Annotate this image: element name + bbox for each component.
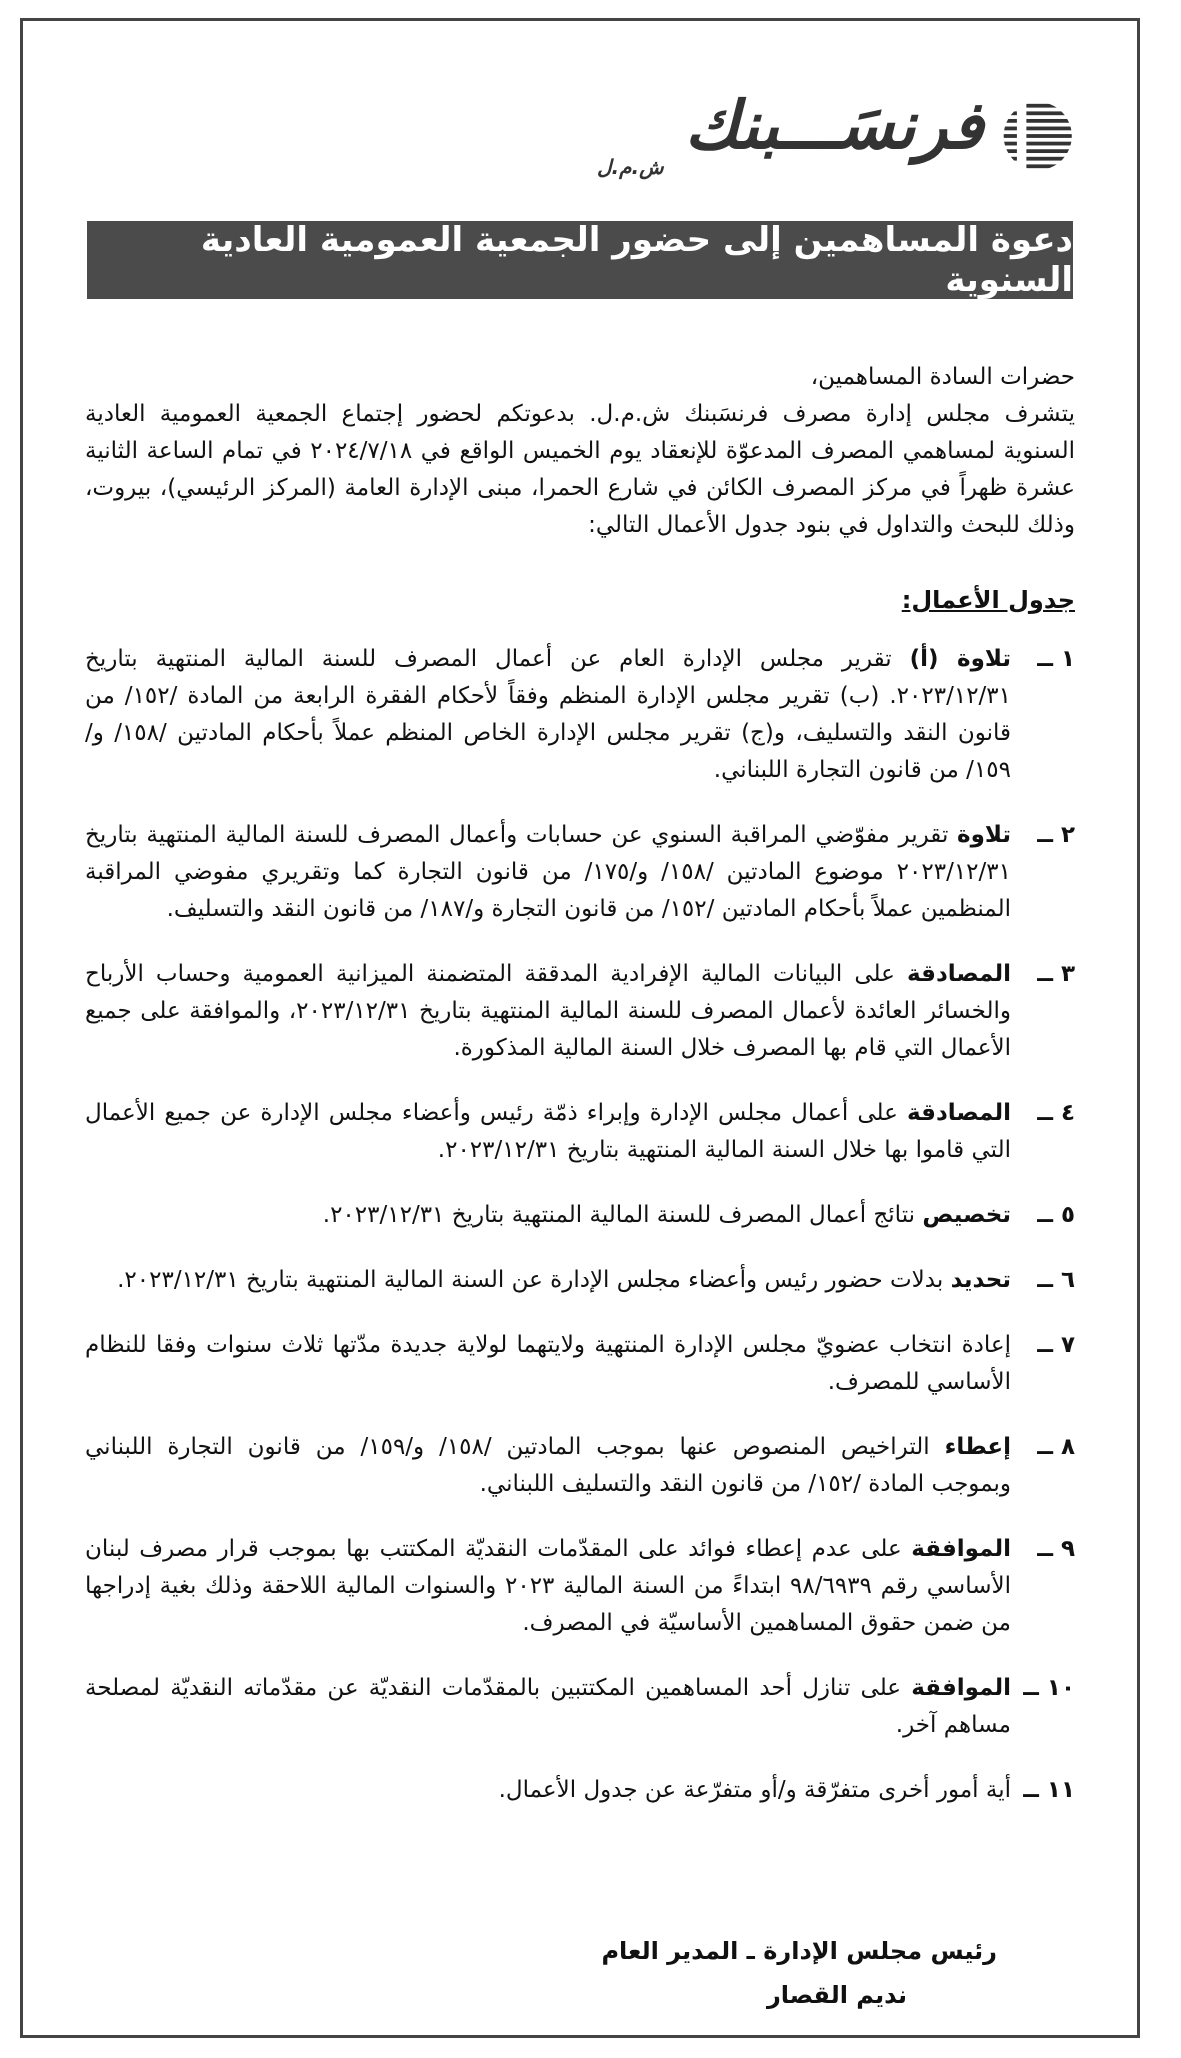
agenda-item-lead: تحديد	[950, 1267, 1011, 1293]
agenda-item	[85, 1197, 1075, 1234]
agenda-heading: جدول الأعمال:	[901, 586, 1075, 614]
agenda-item	[85, 641, 1075, 789]
signatory-name: نديم القصار	[766, 1981, 907, 2009]
agenda-item	[85, 956, 1075, 1067]
agenda-item-text	[85, 1670, 1011, 1744]
salutation: حضرات السادة المساهمين،	[810, 364, 1075, 390]
agenda-item-body: تقرير مجلس الإدارة العام عن أعمال المصرف للسنة المالية المنتهية بتاريخ ٢٠٢٣/١٢/٣١. (ب) تقرير مجلس الإدارة المنظم وفقاً لأحكام الفقرة الرابعة من المادة /١٥٢/ من قانون النقد والتسليف، و(ج) تقرير مجلس الإدارة الخاص المنظم عملاً بأحكام المادتين /١٥٨/ و/١٥٩/ من قانون التجارة اللبناني.	[85, 646, 1011, 783]
agenda-item	[85, 817, 1075, 928]
agenda-item-lead: تلاوة (أ)	[909, 646, 1012, 672]
agenda-item-body: تقرير مفوّضي المراقبة السنوي عن حسابات وأعمال المصرف للسنة المالية المنتهية بتاريخ ٢٠٢٣/١٢/٣١ موضوع المادتين /١٥٨/ و/١٧٥/ من قانون التجارة كما وتقريري مفوضي المراقبة المنظمين عملاً بأحكام المادتين /١٥٢/ من قانون التجارة و/١٨٧/ من قانون النقد والتسليف.	[85, 822, 1011, 922]
agenda-item-number: ٦ ــ	[1037, 1267, 1075, 1293]
agenda-item	[85, 1429, 1075, 1503]
agenda-item-lead: المصادقة	[906, 1100, 1011, 1126]
agenda-list	[85, 641, 1075, 1809]
agenda-item	[85, 1531, 1075, 1642]
agenda-item-number: ١ ــ	[1037, 646, 1075, 672]
signatory-title: رئيس مجلس الإدارة ـ المدير العام	[601, 1937, 997, 1965]
agenda-item-number: ٧ ــ	[1037, 1332, 1075, 1358]
agenda-item-text	[85, 956, 1011, 1067]
agenda-item	[85, 1262, 1075, 1299]
agenda-item-body: على أعمال مجلس الإدارة وإبراء ذمّة رئيس وأعضاء مجلس الإدارة عن جميع الأعمال التي قاموا بها خلال السنة المالية المنتهية بتاريخ ٢٠٢٣/١٢/٣١.	[85, 1100, 1011, 1163]
agenda-item-text	[85, 1327, 1011, 1401]
agenda-item-body: على عدم إعطاء فوائد على المقدّمات النقديّة المكتتب بها بموجب قرار مصرف لبنان الأساسي رقم ٩٨/٦٩٣٩ ابتداءً من السنة المالية ٢٠٢٣ والسنوات المالية اللاحقة وذلك بغية إدراجها من ضمن حقوق المساهمين الأساسيّة في المصرف.	[85, 1536, 1011, 1636]
agenda-item	[85, 1095, 1075, 1169]
agenda-item-text	[85, 1095, 1011, 1169]
agenda-item	[85, 1772, 1075, 1809]
agenda-item-body: على تنازل أحد المساهمين المكتتبين بالمقدّمات النقديّة عن مقدّماته النقديّة لمصلحة مساهم آخر.	[85, 1675, 1011, 1738]
agenda-item-text	[85, 1772, 1011, 1809]
agenda-item-text	[85, 1531, 1011, 1642]
agenda-item-number: ١٠ ــ	[1023, 1675, 1075, 1701]
agenda-item-body: على البيانات المالية الإفرادية المدققة المتضمنة الميزانية العمومية وحساب الأرباح والخسائر العائدة لأعمال المصرف للسنة المالية المنتهية بتاريخ ٢٠٢٣/١٢/٣١، والموافقة على جميع الأعمال التي قام بها المصرف خلال السنة المالية المذكورة.	[85, 961, 1011, 1061]
agenda-item-number: ٩ ــ	[1037, 1536, 1075, 1562]
agenda-item-number: ٣ ــ	[1037, 961, 1075, 987]
agenda-item-number: ٤ ــ	[1037, 1100, 1075, 1126]
agenda-item-lead: تلاوة	[957, 822, 1011, 848]
agenda-item-text	[85, 817, 1011, 928]
agenda-item-number: ٨ ــ	[1037, 1434, 1075, 1460]
agenda-item-body: نتائج أعمال المصرف للسنة المالية المنتهية بتاريخ ٢٠٢٣/١٢/٣١.	[322, 1202, 923, 1228]
agenda-item-text	[85, 1262, 1011, 1299]
agenda-item-lead: الموافقة	[911, 1675, 1011, 1701]
agenda-item-lead: إعطاء	[944, 1434, 1011, 1460]
agenda-item	[85, 1327, 1075, 1401]
agenda-item-number: ٢ ــ	[1037, 822, 1075, 848]
notice-page	[20, 18, 1140, 2038]
agenda-item-number: ٥ ــ	[1037, 1202, 1075, 1228]
agenda-item-body: بدلات حضور رئيس وأعضاء مجلس الإدارة عن السنة المالية المنتهية بتاريخ ٢٠٢٣/١٢/٣١.	[117, 1267, 951, 1293]
bank-logo	[597, 81, 1077, 191]
notice-body	[85, 359, 1075, 1837]
agenda-item	[85, 1670, 1075, 1744]
agenda-item-text	[85, 641, 1011, 789]
signature-block	[601, 1929, 997, 2017]
agenda-item-lead: المصادقة	[906, 961, 1011, 987]
intro-paragraph: يتشرف مجلس إدارة مصرف فرنسَبنك ش.م.ل. بدعوتكم لحضور إجتماع الجمعية العمومية العادية السنوية لمساهمي المصرف المدعوّة للإنعقاد يوم الخميس الواقع في ٢٠٢٤/٧/١٨ في تمام الساعة الثانية عشرة ظهراً في مركز المصرف الكائن في شارع الحمرا، مبنى الإدارة العامة (المركز الرئيسي)، بيروت، وذلك للبحث والتداول في بنود جدول الأعمال التالي:	[85, 401, 1075, 538]
agenda-item-text	[85, 1429, 1011, 1503]
title-banner	[87, 221, 1073, 299]
notice-title: دعوة المساهمين إلى حضور الجمعية العمومية العادية السنوية	[200, 220, 1073, 300]
agenda-item-lead: الموافقة	[911, 1536, 1011, 1562]
agenda-item-body: التراخيص المنصوص عنها بموجب المادتين /١٥٨/ و/١٥٩/ من قانون التجارة اللبناني وبموجب المادة /١٥٢/ من قانون النقد والتسليف اللبناني.	[85, 1434, 1011, 1497]
agenda-item-text	[85, 1197, 1011, 1234]
agenda-item-body: أية أمور أخرى متفرّقة و/أو متفرّعة عن جدول الأعمال.	[498, 1777, 1011, 1803]
bank-name: فرنسَـــبنك	[684, 87, 984, 164]
agenda-item-lead: تخصيص	[922, 1202, 1011, 1228]
agenda-item-body: إعادة انتخاب عضويّ مجلس الإدارة المنتهية ولايتهما لولاية جديدة مدّتها ثلاث سنوات وفقا للنظام الأساسي للمصرف.	[85, 1332, 1011, 1395]
company-suffix: ش.م.ل	[597, 155, 664, 179]
agenda-item-number: ١١ ــ	[1023, 1777, 1075, 1803]
fransabank-logo-icon	[998, 94, 1077, 178]
